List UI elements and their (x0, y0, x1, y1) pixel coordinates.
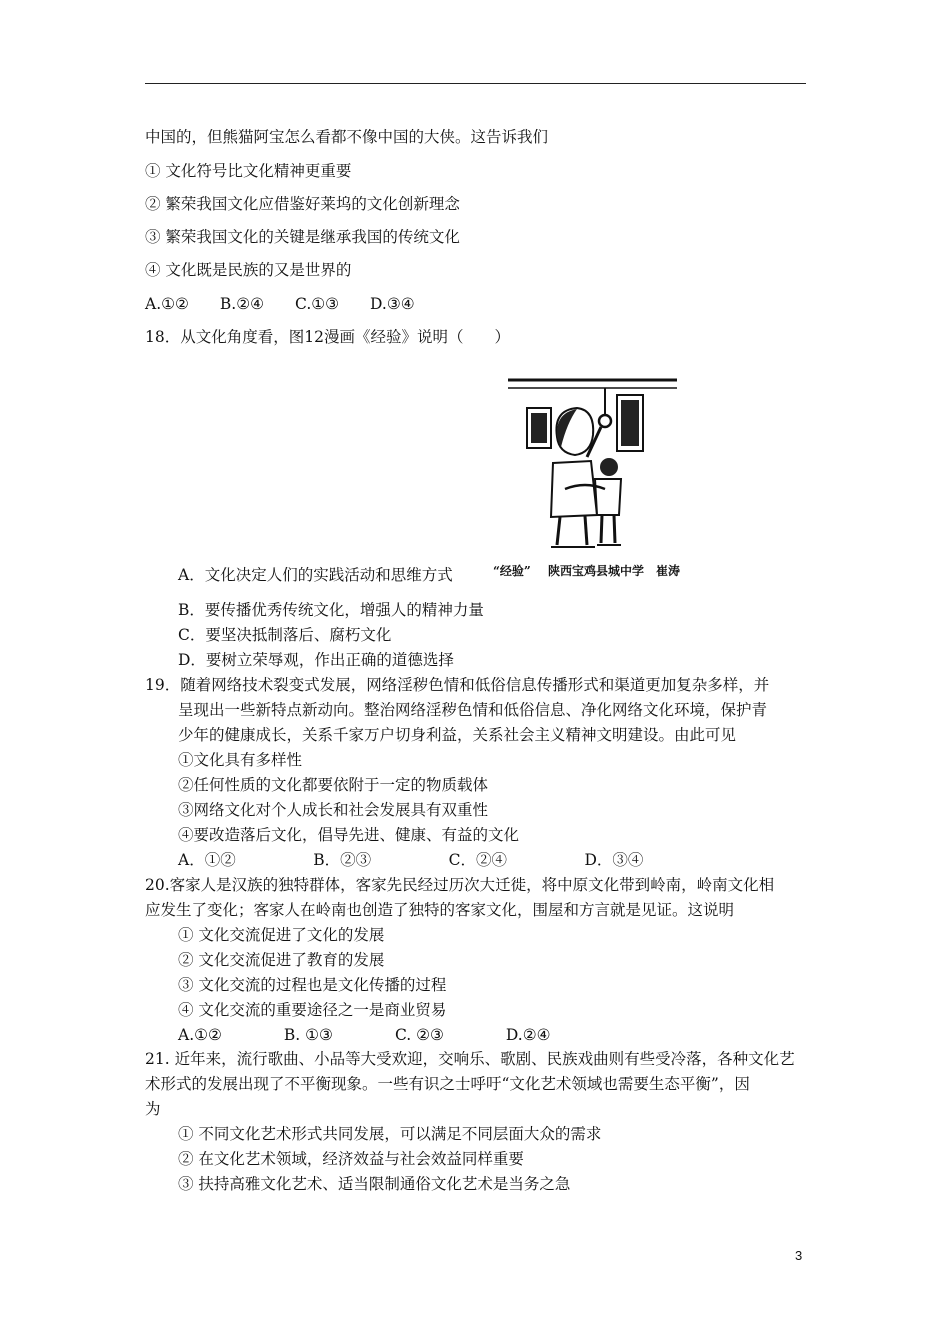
q18-stem: 18．从文化角度看，图12漫画《经验》说明（ ） (145, 328, 510, 346)
q18-option-c: C．要坚决抵制落后、腐朽文化 (178, 626, 392, 644)
q20-stem-line-2: 应发生了变化；客家人在岭南也创造了独特的客家文化，围屋和方言就是见证。这说明 (145, 901, 735, 919)
q20-option-2: ② 文化交流促进了教育的发展 (178, 951, 385, 969)
q19-stem-line-1: 19．随着网络技术裂变式发展，网络淫秽色情和低俗信息传播形式和渠道更加复杂多样，并 (145, 676, 770, 694)
page-number: 3 (795, 1248, 803, 1263)
q21-stem-line-3: 为 (145, 1100, 161, 1118)
q18-option-d: D．要树立荣辱观，作出正确的道德选择 (178, 651, 454, 669)
q21-option-1: ① 不同文化艺术形式共同发展，可以满足不同层面大众的需求 (178, 1125, 602, 1143)
q19-stem-line-2: 呈现出一些新特点新动向。整治网络淫秽色情和低俗信息、净化网络文化环境，保护青 (178, 701, 768, 719)
q19-option-4: ④要改造落后文化，倡导先进、健康、有益的文化 (178, 826, 520, 844)
q21-stem-line-1: 21. 近年来，流行歌曲、小品等大受欢迎，交响乐、歌剧、民族戏曲则有些受冷落，各种文化艺 (145, 1050, 795, 1068)
cartoon-author: 陕西宝鸡县城中学 崔涛 (548, 564, 681, 578)
q20-option-1: ① 文化交流促进了文化的发展 (178, 926, 385, 944)
q17-option-3: ③ 繁荣我国文化的关键是继承我国的传统文化 (145, 228, 460, 246)
q21-option-3: ③ 扶持高雅文化艺术、适当限制通俗文化艺术是当务之急 (178, 1175, 571, 1193)
q18-option-b: B．要传播优秀传统文化，增强人的精神力量 (178, 601, 484, 619)
q19-option-1: ①文化具有多样性 (178, 751, 303, 769)
q19-stem-line-3: 少年的健康成长，关系千家万户切身利益，关系社会主义精神文明建设。由此可见 (178, 726, 737, 744)
header-rule (145, 83, 806, 84)
cartoon-title: “经验” (493, 564, 531, 578)
q17-option-4: ④ 文化既是民族的又是世界的 (145, 261, 352, 279)
q18-option-a: A．文化决定人们的实践活动和思维方式 (178, 566, 453, 584)
cartoon-experience-image (505, 375, 680, 555)
q19-choices: A．①② B．②③ C．②④ D．③④ (178, 851, 644, 869)
q20-option-3: ③ 文化交流的过程也是文化传播的过程 (178, 976, 447, 994)
q19-option-3: ③网络文化对个人成长和社会发展具有双重性 (178, 801, 489, 819)
q21-option-2: ② 在文化艺术领域，经济效益与社会效益同样重要 (178, 1150, 524, 1168)
q21-stem-line-2: 术形式的发展出现了不平衡现象。一些有识之士呼吁“文化艺术领域也需要生态平衡”，因 (145, 1075, 750, 1093)
q20-stem-line-1: 20.客家人是汉族的独特群体，客家先民经过历次大迁徙，将中原文化带到岭南，岭南文化相 (145, 876, 775, 894)
q20-option-4: ④ 文化交流的重要途径之一是商业贸易 (178, 1001, 447, 1019)
q19-option-2: ②任何性质的文化都要依附于一定的物质载体 (178, 776, 489, 794)
q17-option-2: ② 繁荣我国文化应借鉴好莱坞的文化创新理念 (145, 195, 460, 213)
q17-option-1: ① 文化符号比文化精神更重要 (145, 162, 352, 180)
q17-choices: A.①② B.②④ C.①③ D.③④ (145, 295, 415, 313)
q20-choices: A.①② B. ①③ C. ②③ D.②④ (178, 1026, 551, 1044)
q17-stem-end: 中国的，但熊猫阿宝怎么看都不像中国的大侠。这告诉我们 (145, 128, 549, 146)
